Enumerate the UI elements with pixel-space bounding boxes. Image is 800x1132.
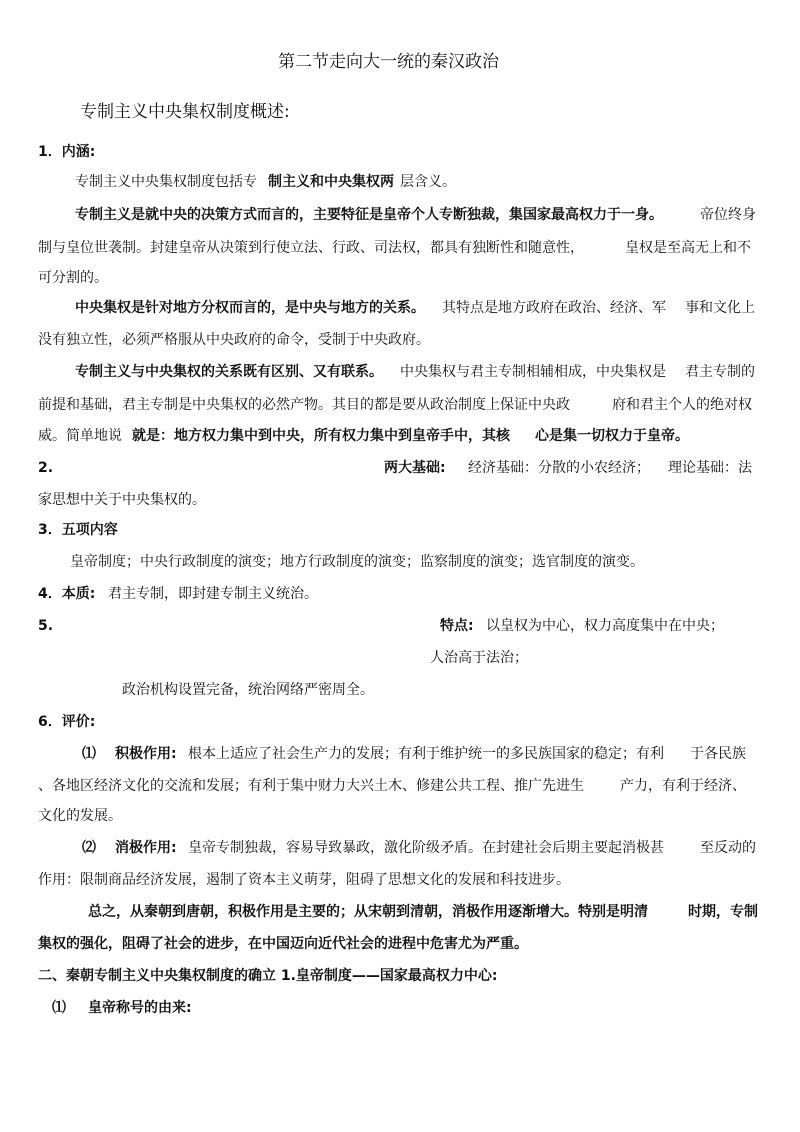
s1-p4e: 府和君主个人的绝对权: [612, 397, 752, 413]
s6-positive-number: ⑴: [82, 746, 96, 762]
s1-p4c: 君主专制的: [685, 364, 755, 380]
s6-negative-line1b: 至反动的: [700, 840, 756, 856]
s1-p1c: 层含义。: [400, 174, 456, 190]
s1-p4h: 心是集一切权力于皇帝。: [535, 428, 689, 444]
s6-positive-line1b: 于各民族: [690, 746, 746, 762]
s5-label: 特点:: [440, 618, 474, 634]
s1-p3d: 没有独立性，必须严格服从中央政府的命令，受制于中央政府。: [38, 332, 430, 348]
s6-positive-label: 积极作用:: [115, 746, 177, 762]
s1-p4b: 中央集权与君主专制相辅相成，中央集权是: [400, 364, 666, 380]
s2-text2: 理论基础：法: [668, 460, 752, 476]
s6-summary-line1b: 时期，专制: [688, 904, 758, 920]
s4-text: 君主专制，即封建专制主义统治。: [108, 586, 318, 602]
s5-text2: 人治高于法治；: [430, 650, 528, 666]
s1-p2b: 帝位终身: [700, 207, 756, 223]
s1-p2d: 皇权是至高无上和不: [625, 240, 751, 256]
s2-text3: 家思想中关于中央集权的。: [38, 492, 206, 508]
s6-negative-label: 消极作用:: [115, 840, 177, 856]
s5-text1: 以皇权为中心，权力高度集中在中央；: [486, 618, 724, 634]
s3-heading: 3．五项内容: [38, 522, 118, 538]
s6-summary-line2: 集权的强化，阻碍了社会的进步，在中国迈向近代社会的进程中危害尤为严重。: [38, 936, 528, 952]
s6-summary-line1a: 总之，从秦朝到唐朝，积极作用是主要的；从宋朝到清朝，消极作用逐渐增大。特别是明清: [88, 904, 648, 920]
s2-number: 2.: [38, 460, 54, 476]
s3-text: 皇帝制度；中央行政制度的演变；地方行政制度的演变；监察制度的演变；选官制度的演变。: [70, 554, 644, 570]
part2-sub-label: 皇帝称号的由来:: [88, 1000, 192, 1016]
s1-p3c: 事和文化上: [685, 300, 755, 316]
s6-positive-line2b: 产力，有利于经济、: [620, 778, 746, 794]
s5-text3: 政治机构设置完备，统治网络严密周全。: [122, 682, 374, 698]
s6-negative-number: ⑵: [82, 840, 96, 856]
s6-negative-line2: 作用：限制商品经济发展，遏制了资本主义萌芽，阻碍了思想文化的发展和科技进步。: [38, 872, 570, 888]
s1-heading: 1．内涵:: [38, 144, 96, 160]
s1-p3a: 中央集权是针对地方分权而言的，是中央与地方的关系。: [75, 300, 425, 316]
part2-sub-number: ⑴: [52, 1000, 66, 1016]
s1-p1a: 专制主义中央集权制度包括专: [75, 174, 257, 190]
s1-p4a: 专制主义与中央集权的关系既有区别、又有联系。: [75, 364, 383, 380]
s4-heading: 4．本质:: [38, 586, 96, 602]
section-subtitle: 专制主义中央集权制度概述:: [80, 102, 290, 122]
s2-label: 两大基础:: [384, 460, 446, 476]
s2-text1: 经济基础：分散的小农经济；: [468, 460, 650, 476]
s1-p4f: 威。简单地说: [38, 428, 122, 444]
s1-p3b: 其特点是地方政府在政治、经济、军: [442, 300, 666, 316]
part2-heading: 二、秦朝专制主义中央集权制度的确立 1.皇帝制度——国家最高权力中心:: [38, 968, 498, 984]
s1-p2e: 可分割的。: [38, 270, 108, 286]
s1-p2c: 制与皇位世袭制。封建皇帝从决策到行使立法、行政、司法权，都具有独断性和随意性，: [38, 240, 584, 256]
s6-heading: 6．评价:: [38, 714, 96, 730]
s5-number: 5.: [38, 618, 54, 634]
s6-positive-line2a: 、各地区经济文化的交流和发展；有利于集中财力大兴土木、修建公共工程、推广先进生: [38, 778, 584, 794]
s1-p4d: 前提和基础，君主专制是中央集权的必然产物。其目的都是要从政治制度上保证中央政: [38, 397, 570, 413]
s6-negative-line1: 皇帝专制独裁，容易导致暴政，激化阶级矛盾。在封建社会后期主要起消极甚: [188, 840, 664, 856]
page-title: 第二节走向大一统的秦汉政治: [278, 52, 499, 72]
s6-positive-line1: 根本上适应了社会生产力的发展；有利于维护统一的多民族国家的稳定；有利: [188, 746, 664, 762]
s6-positive-line3: 文化的发展。: [38, 808, 122, 824]
s1-p2a: 专制主义是就中央的决策方式而言的，主要特征是皇帝个人专断独裁，集国家最高权力于一身。: [75, 207, 663, 223]
s1-p4g: 就是：地方权力集中到中央，所有权力集中到皇帝手中，其核: [132, 428, 510, 444]
s1-p1b: 制主义和中央集权两: [268, 174, 394, 190]
